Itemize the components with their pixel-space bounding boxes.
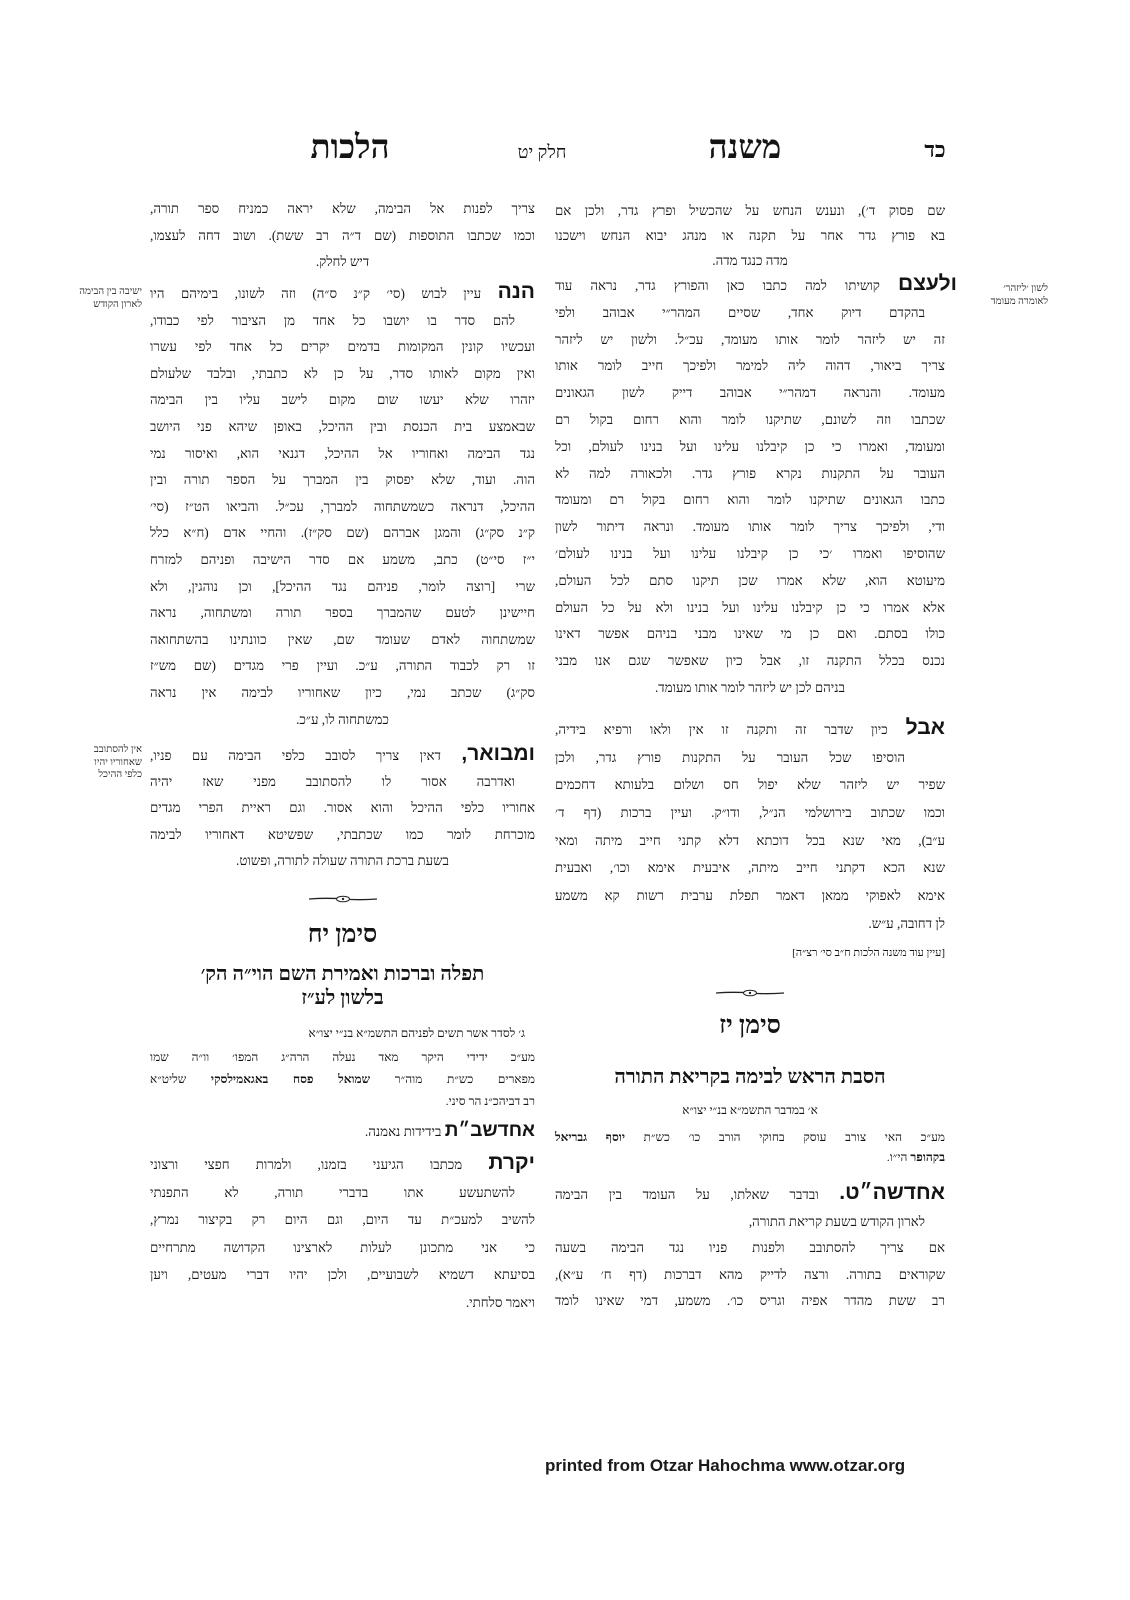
text-line: שמשתחוה לאדם שעומד שם, שאין כוונתינו בהשתחואה <box>150 631 535 647</box>
date-line: ג׳ לסדר אשר תשים לפניהם התשמ״א בנ״י יצו״א <box>308 1026 525 1040</box>
margin-note-line: ישיבה בין הבימה <box>79 286 142 297</box>
line-text: דאין צריך לסובב כלפי הבימה עם פניו, <box>150 748 441 763</box>
siman-date <box>150 1024 535 1042</box>
margin-note <box>56 744 142 782</box>
text-line <box>555 716 945 744</box>
text-line <box>150 1151 535 1179</box>
text-line: כולו בסתם. ואם כן מי שאינו מבני בניהם אפשר דאינו <box>555 626 945 642</box>
text-line: כי אני מתכונן לעלות לארצינו הקדושה מתרחיים <box>150 1239 535 1255</box>
ornament-divider <box>714 988 786 998</box>
siman-number: סימן יז <box>719 1012 781 1039</box>
text-line: ההיכל, דנראה כשמשתחוה למברך, עכ״ל. והביאו הט״ז (סי׳ <box>150 498 535 514</box>
text-line: כתבו הגאונים שתיקנו לומר והוא רחום בקול רם ומעומד <box>555 492 945 508</box>
addressee-line <box>555 1147 945 1167</box>
text-line: בא פורץ גדר אחר על תקנה או מנהג יבוא הנחש וישכנו <box>555 228 945 243</box>
siman-title <box>150 962 535 1010</box>
text-line: י״ז סי״ט) כתב, משמע אם סדר הישיבה ופניהם למזרח <box>150 551 535 567</box>
addressee-text: הי״ו. <box>886 1150 908 1164</box>
right-column <box>555 0 958 1600</box>
siman-title-line: הסבת הראש לבימה בקריאת התורה <box>614 1066 886 1088</box>
text-line: שהוסיפו ואמרו ׳כי כן קיבלנו עלינו ועל בנינו לעולם׳ <box>555 545 945 561</box>
addressee-name: יוסף גבריאל <box>555 1130 626 1144</box>
text-line: להשיב למעכ״ת עד היום, וגם היום רק בקיצור נמרץ, <box>150 1212 535 1227</box>
addressee-text: מע״כ האי צורב עוסק בחוקי הורב כו׳ כש״ת <box>643 1130 946 1144</box>
line-text: ובדבר שאלתו, על העומד בין הבימה <box>555 1187 819 1202</box>
addressee <box>150 1046 535 1112</box>
margin-note <box>948 283 1048 308</box>
text-line <box>555 273 957 300</box>
text-line: בהקדם דיוק אחד, שסיים המהר״י אבוהב ולפי <box>555 304 925 320</box>
text-line: נכנס בכלל התקנה זו, אבל כיון שאפשר שגם אנו מבני <box>555 653 945 669</box>
margin-note <box>50 286 142 311</box>
line-text: קושיתו למה כתבו כאן והפורץ גדר, נראה עוד <box>555 278 880 293</box>
paragraph <box>150 1151 535 1316</box>
addressee-line <box>555 1127 945 1147</box>
lead-word: ולעצם <box>897 272 958 295</box>
siman-title-line: תפלה וברכות ואמירת השם הוי״ה הק׳ <box>200 963 485 985</box>
text-line: סק״ג) שכתב נמי, כיון שאחוריו לבימה אין נראה <box>150 684 535 700</box>
volume-label: חלק יט <box>517 142 567 162</box>
running-title-left: הלכות <box>310 130 390 166</box>
margin-note-line: לשון ׳ליזהר׳ <box>1003 283 1048 294</box>
text-line: מיעוטא הוא, שלא אמרו שכן תיקנו סתם לכל העולם, <box>555 572 945 588</box>
margin-note-line: כלפי ההיכל <box>98 769 142 780</box>
text-line <box>555 1182 945 1209</box>
left-column <box>150 0 535 1600</box>
text-line: בשעת ברכת התורה שעולה לתורה, ופשוט. <box>236 852 449 868</box>
margin-note-line: לארון הקודש <box>93 298 142 310</box>
siman-title <box>555 1064 945 1090</box>
text-line: בניהם לכן יש ליזהר לומר אותו מעומד. <box>654 679 846 695</box>
addressee-line: רב דביהכ״נ הר סיני. <box>445 1094 535 1108</box>
lead-word: אבל <box>905 716 945 739</box>
text-line: הוה. ועוד, שלא יפסוק בין המברך על הספר תורה ובין <box>150 472 535 488</box>
siman-heading <box>555 1010 945 1042</box>
cross-reference <box>555 944 945 962</box>
text-line: העובר על התקנות נקרא פורץ גדר. ולכאורה למה לא <box>555 465 945 481</box>
addressee-name: שמואל פסח באגאמילסקי <box>210 1072 371 1086</box>
text-line: הוסיפו שכל העובר על התקנות פורץ גדר, ולכן <box>555 749 905 765</box>
line-text: בידידות נאמנה. <box>364 1124 442 1139</box>
text-line: ואדרבה אסור לו להסתובב מפני שאז יהיה <box>150 774 515 790</box>
text-line: אם צריך להסתובב ולפנות פניו נגד הבימה בשעה <box>555 1240 945 1255</box>
addressee-text: מפארים כש״ת מוה״ר <box>394 1072 535 1086</box>
text-line: מעומד. והנראה דמהר״י אבוהב דייק לשון הגאונים <box>555 385 945 401</box>
text-line: לן דחובה, ע״ש. <box>868 915 945 931</box>
paragraph <box>555 198 945 273</box>
footer-credit: printed from Otzar Hahochma www.otzar.org <box>545 1456 906 1475</box>
text-line: צריך לפנות אל הבימה, שלא יראה כמניח ספר תורה, <box>150 201 535 216</box>
addressee-line <box>150 1068 535 1090</box>
text-line: שרי [רוצה לומר, פניהם נגד ההיכל], וכן נוהגין, ולא <box>150 578 535 594</box>
page-number: כד <box>924 137 946 162</box>
text-line: ודי, ולפיכך צריך לומר אותו מעומד. ונראה דיתור לשון <box>555 519 945 535</box>
text-line: אחוריו כלפי ההיכל והוא אסור. וגם ראיית הפרי מגדים <box>150 800 535 816</box>
siman-title-line: בלשון לע״ז <box>301 987 384 1009</box>
text-line: ועכשיו קונין המקומות בדמים יקרים כל אחד לפי עשרו <box>150 339 535 355</box>
margin-note-line: אין להסתובב <box>93 744 142 755</box>
text-line: ויאמר סלחתי. <box>465 1294 535 1310</box>
text-line: להשתעשע אתו בדברי תורה, לא התפנתי <box>150 1184 515 1200</box>
text-line <box>150 743 535 769</box>
date-line: א׳ במדבר התשמ״א בנ״י יצו״א <box>682 1103 818 1117</box>
siman-heading <box>150 919 535 951</box>
text-line <box>150 281 535 308</box>
paragraph <box>555 272 958 702</box>
text-line: ק״נ סק״ג) והמגן אברהם (שם סק״ז). והחיי אדם (ח״א כלל <box>150 525 535 541</box>
addressee-text: שליט״א <box>150 1072 187 1086</box>
siman-number: סימן יח <box>307 921 378 948</box>
lead-word: יקרת <box>488 1151 535 1174</box>
text-line: מוכרחת לומר כמו שכתבתי, שפשיטא דאחוריו לבימה <box>150 826 535 842</box>
text-line: מדה כנגד מדה. <box>712 253 788 268</box>
text-line: שפיר יש ליזהר שלא יפול חס ושלום בלעותא דחכמים <box>555 777 945 793</box>
text-line: כמשתחוה לו, ע״כ. <box>296 711 389 727</box>
ornament-divider <box>307 894 379 904</box>
text-line: שקוראים בתורה. ורצה לדייק מהא דברכות (דף ח׳ ע״א), <box>555 1266 945 1282</box>
paragraph <box>150 281 535 733</box>
lead-word: ומבואר, <box>461 742 535 765</box>
line-text: מכתבו הגיעני בזמנו, ולמרות חפצי ורצוני <box>150 1157 463 1172</box>
text-line: שבאמצע בית הכנסת ובין ההיכל, באופן שיהא פני היושב <box>150 418 535 434</box>
paragraph <box>150 743 535 874</box>
lead-word: אחדשה״ט. <box>839 1181 946 1204</box>
text-line: שנא הכא דקתני חייב מיתה, איבעית אימא וכו׳, ואבעית <box>555 860 945 876</box>
greeting <box>150 1118 535 1146</box>
addressee-line: מע״כ ידידי היקר מאד נעלה הרה״ג המפו׳ וו״ה שמו <box>150 1050 535 1064</box>
text-line: ומעומד, ואמרו כי כן קיבלנו עלינו ועל בנינו לעולם, וכל <box>555 438 945 454</box>
text-line: יזהרו שלא יעשו שום מקום לישב עליו בין הבימה <box>150 392 535 408</box>
text-line: זו רק לכבוד התורה, ע״כ. ועיין פרי מגדים (שם מש״ז <box>150 658 535 674</box>
text-line: זה יש ליזהר לומר אותו מעומד, עכ״ל. ולשון יש ליזהר <box>555 331 945 347</box>
text-line: אימא לאפוקי ממאן דאמר תפלת ערבית רשות קא משמע <box>555 888 945 904</box>
addressee-name: בקהופר <box>910 1150 945 1164</box>
text-line: וכמו שכתוב בירושלמי הנ״ל, ודו״ק. ועיין ברכות (דף ד׳ <box>555 805 945 821</box>
text-line: צריך ביאור, דהוה ליה למימר ולפיכך חייב לומר אותו <box>555 358 945 374</box>
paragraph <box>555 716 945 938</box>
addressee <box>555 1127 945 1167</box>
text-line: אלא אמרו כי כן קיבלנו עלינו ועל בנינו ולא על כל העולם <box>555 599 945 615</box>
cross-reference-text: [עיין עוד משנה הלכות ח״ב סי׳ רצ״ה] <box>792 947 945 959</box>
running-title-right: משנה <box>708 130 782 166</box>
text-line: ואין מקום לאותו סדר, על כן לא כתבתי, ובלבד שלעולם <box>150 365 535 381</box>
text-line: בסיעתא דשמיא לשבועיים, ולכן יהיו דברי מעטים, ויען <box>150 1267 535 1282</box>
text-line: וכמו שכתבו התוספות (שם ד״ה רב ששת). ושוב דחה לעצמו, <box>150 227 535 243</box>
siman-date <box>555 1101 945 1119</box>
text-line: להם סדר בו יושבו כל אחד מן הציבור לפי כבודו, <box>150 312 515 328</box>
text-line: שכתבו וזה לשונם, שתיקנו לומר והוא רחום בקול רם <box>555 411 945 427</box>
text-line: נגד הבימה ואחוריו אל ההיכל, דגנאי הוא, ואיסור נמי <box>150 445 535 461</box>
text-line: רב ששת מהדר אפיה וגריס כו׳. משמע, דמי שאינו לומד <box>555 1293 945 1308</box>
line-text: כיון שדבר זה ותקנה זו אין ולאו ורפיא בידיה, <box>555 722 888 737</box>
margin-note-line: לאומרה מעומד <box>990 295 1048 307</box>
margin-note-line: שאחוריו יהיו <box>94 756 142 768</box>
lead-word: אחדשב״ת <box>444 1120 535 1141</box>
text-line: ע״ב), מאי שנא בכל דוכתא דלא קתני חייב מיתה ומאי <box>555 832 945 848</box>
text-line: חיישינן לטעם שהמברך בספר תורה ומשתחוה, נראה <box>150 605 535 621</box>
lead-word: הנה <box>497 280 535 303</box>
text-line: לארון הקודש בשעת קריאת התורה, <box>748 1213 925 1229</box>
greeting-line <box>150 1118 535 1146</box>
text-line: שם פסוק ד׳), ונענש הנחש על שהכשיל ופרץ גדר, ולכן אם <box>555 203 945 218</box>
paragraph <box>150 196 535 276</box>
text-line: דיש לחלק. <box>315 254 370 269</box>
paragraph <box>555 1182 945 1315</box>
line-text: עיין לבוש (סי׳ ק״נ ס״ה) וזה לשונו, בימיהם היו <box>150 286 482 301</box>
